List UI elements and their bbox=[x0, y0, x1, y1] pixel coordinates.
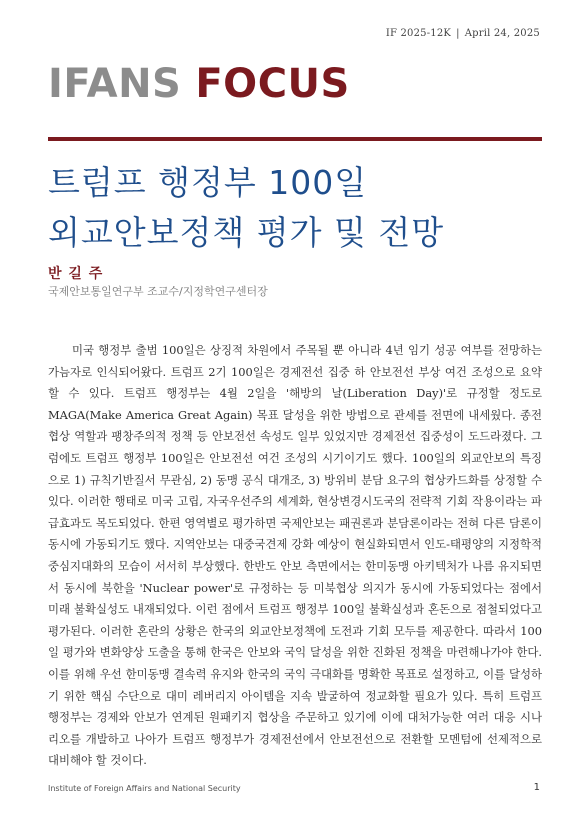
summary-paragraph: 미국 행정부 출범 100일은 상징적 차원에서 주목될 뿐 아니라 4년 임기 성공 여부를 전망하는 가늠자로 인식되어왔다. 트럼프 2기 100일은 경제전선 집중 하 안보전선 부상 여건 조성으로 요약할 수 있다. 트럼프 행정부는 4월 2일을 '해방의 날(Liberation Day)'로 규정할 정도로 MAGA(Make America Great Again) 목표 달성을 위한 방법으로 관세를 전면에 내세웠다. 종전 협상 역할과 팽창주의적 정책 등 안보전선 속성도 일부 있었지만 경제전선 집중성이 도드라졌다. 그럼에도 트럼프 행정부 100일은 안보전선 여건 조성의 시기이기도 했다. 100일의 외교안보의 특징으로 1) 규칙기반질서 무관심, 2) 동맹 공식 대개조, 3) 방위비 분담 요구의 협상카드화를 상정할 수 있다. 이러한 행태로 미국 고립, 자국우선주의 세계화, 현상변경시도국의 전략적 기회 작용이라는 파급효과도 목도되었다. 한편 영역별로 평가하면 국제안보는 패권론과 분담론이라는 전혀 다른 담론이 동시에 가동되기도 했다. 지역안보는 대중국견제 강화 예상이 현실화되면서 인도-태평양의 지정학적 중심지대화의 모습이 서서히 부상했다. 한반도 안보 측면에서는 한미동맹 아키텍처가 나름 유지되면서 동시에 북한을 'Nuclear power'로 규정하는 등 미북협상 의지가 동시에 가동되었다는 점에서 미래 불확실성도 내재되었다. 이런 점에서 트럼프 행정부 100일 불확실성과 혼돈으로 점철되었다고 평가된다. 이러한 혼란의 상황은 한국의 외교안보정책에 도전과 기회 모두를 제공한다. 따라서 100일 평가와 변화양상 도출을 통해 한국은 안보와 국익 달성을 위한 진화된 정책을 마련해나가야 한다. 이를 위해 우선 한미동맹 결속력 유지와 한국의 국익 극대화를 명확한 목표로 설정하고, 이를 달성하기 위한 핵심 수단으로 대미 레버리지 아이템을 지속 발굴하여 정교화할 필요가 있다. 특히 트럼프 행정부는 경제와 안보가 연계된 원패키지 협상을 주문하고 있기에 이에 대처가능한 여러 대응 시나리오를 개발하고 나아가 트럼프 행정부가 경제전선에서 안보전선으로 전환할 모멘텀에 선제적으로 대비해야 할 것이다. bbox=[48, 343, 542, 768]
author-affiliation: 국제안보통일연구부 조교수/지정학연구센터장 bbox=[48, 285, 268, 298]
issue-date-line bbox=[386, 28, 540, 39]
issue-number: IF 2025-12K bbox=[385, 28, 452, 39]
page-number: 1 bbox=[533, 782, 540, 793]
publication-date: April 24, 2025 bbox=[464, 28, 540, 39]
author-name: 반 길 주 bbox=[48, 266, 104, 282]
title-line-2: 외교안보정책 평가 및 전망 bbox=[48, 213, 445, 252]
page-title bbox=[48, 158, 548, 258]
title-line-1: 트럼프 행정부 100일 bbox=[48, 163, 368, 202]
header-divider bbox=[48, 137, 542, 141]
logo-word-focus: FOCUS bbox=[195, 61, 350, 107]
separator: | bbox=[456, 28, 460, 39]
logo-word-ifans: IFANS bbox=[48, 61, 182, 107]
footer-institute: Institute of Foreign Affairs and National Security bbox=[48, 784, 241, 793]
ifans-focus-logo bbox=[48, 61, 350, 107]
